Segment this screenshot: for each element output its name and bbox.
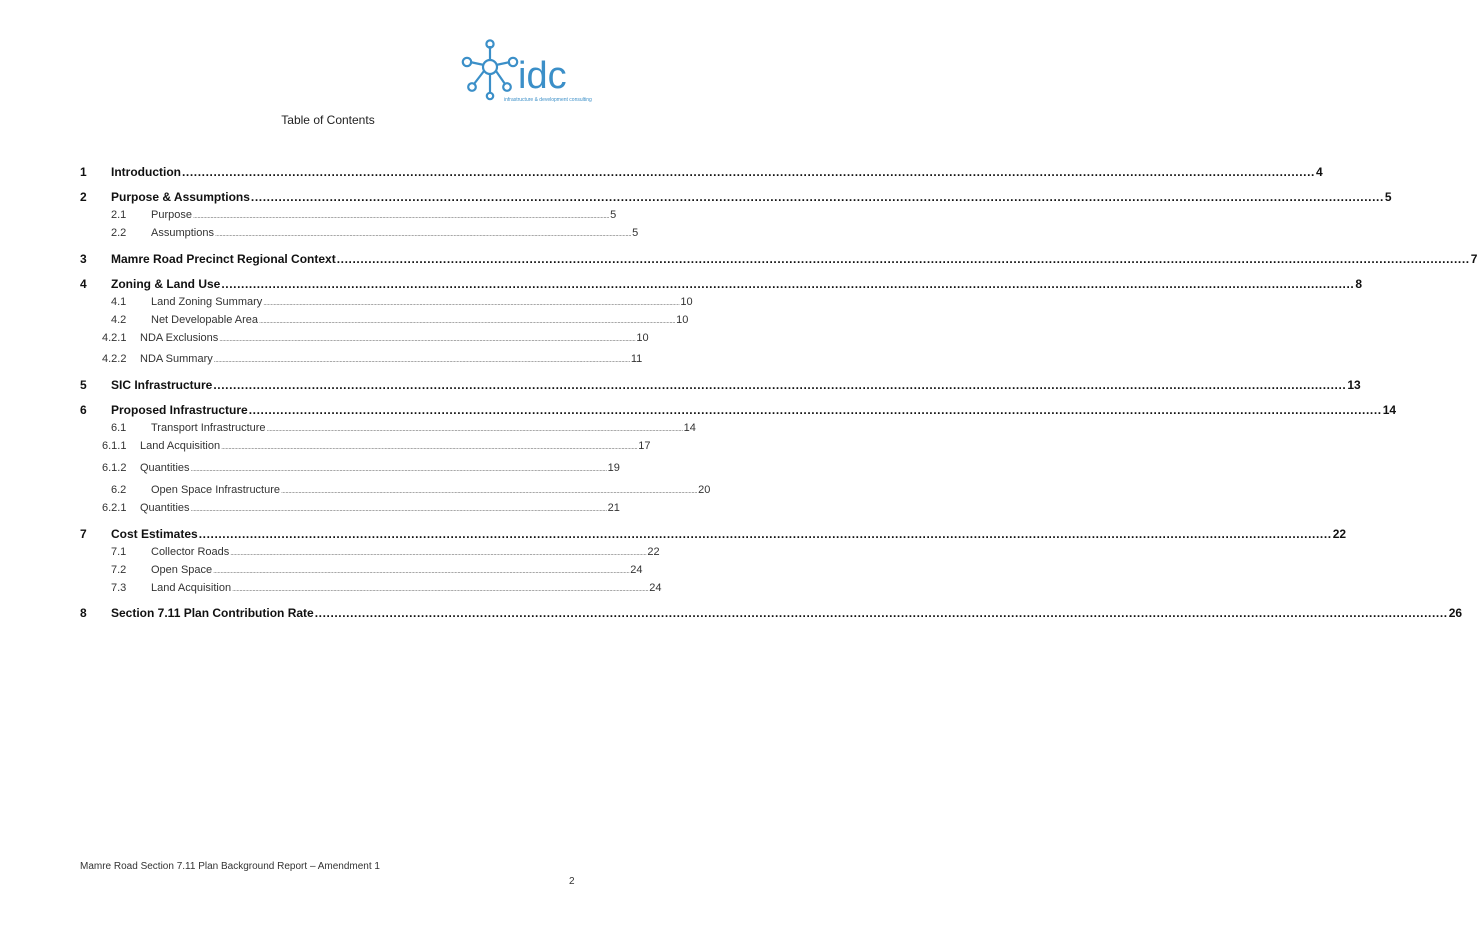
toc-entry[interactable] bbox=[111, 564, 643, 576]
toc-entry-title: Land Acquisition bbox=[140, 440, 221, 452]
toc-entry[interactable] bbox=[80, 190, 1392, 204]
toc-entry-number: 7.1 bbox=[111, 546, 127, 558]
toc-entry-number: 2.1 bbox=[111, 209, 127, 221]
toc-dot-leader bbox=[182, 165, 1315, 179]
toc-entry[interactable] bbox=[102, 332, 649, 344]
toc-entry[interactable] bbox=[111, 296, 693, 308]
toc-entry-title: Land Acquisition bbox=[151, 582, 232, 594]
toc-entry-title: Quantities bbox=[140, 462, 190, 474]
toc-dot-leader bbox=[315, 606, 1448, 620]
toc-entry-number: 2 bbox=[80, 190, 87, 204]
toc-entry-title: Transport Infrastructure bbox=[151, 422, 266, 434]
logo-wordmark: idc bbox=[518, 55, 567, 97]
toc-entry-page: 20 bbox=[698, 484, 711, 496]
toc-entry-title: Open Space Infrastructure bbox=[151, 484, 281, 496]
toc-entry-number: 6.2 bbox=[111, 484, 127, 496]
toc-entry-page: 10 bbox=[636, 332, 649, 344]
toc-entry-number: 7 bbox=[80, 527, 87, 541]
toc-entry-page: 19 bbox=[607, 462, 620, 474]
toc-dot-leader bbox=[214, 357, 630, 364]
toc-entry-number: 4.2.2 bbox=[102, 353, 127, 365]
toc-entry[interactable] bbox=[80, 403, 1397, 417]
toc-entry[interactable] bbox=[111, 227, 639, 239]
toc-entry-page: 4 bbox=[1315, 165, 1323, 179]
toc-entry-title: Net Developable Area bbox=[151, 314, 259, 326]
toc-entry[interactable] bbox=[80, 277, 1363, 291]
toc-entry[interactable] bbox=[80, 527, 1347, 541]
toc-dot-leader bbox=[259, 318, 675, 325]
toc-entry-number: 6.1.1 bbox=[102, 440, 127, 452]
toc-entry-number: 8 bbox=[80, 606, 87, 620]
toc-entry-title: Collector Roads bbox=[151, 546, 230, 558]
toc-entry[interactable] bbox=[111, 546, 660, 558]
toc-entry-page: 10 bbox=[676, 314, 689, 326]
toc-dot-leader bbox=[221, 444, 637, 451]
toc-entry-title: Quantities bbox=[140, 502, 190, 514]
toc-dot-leader bbox=[232, 586, 648, 593]
toc-entry-page: 24 bbox=[649, 582, 662, 594]
toc-entry-page: 5 bbox=[632, 227, 639, 239]
toc-entry-title: Cost Estimates bbox=[111, 527, 198, 541]
toc-entry-page: 26 bbox=[1448, 606, 1463, 620]
toc-entry-number: 5 bbox=[80, 378, 87, 392]
toc-entry[interactable] bbox=[111, 422, 696, 434]
toc-dot-leader bbox=[219, 336, 635, 343]
toc-entry-number: 6 bbox=[80, 403, 87, 417]
toc-entry-number: 7.2 bbox=[111, 564, 127, 576]
toc-dot-leader bbox=[213, 568, 629, 575]
toc-entry-number: 4.2.1 bbox=[102, 332, 127, 344]
company-logo bbox=[456, 38, 592, 104]
toc-dot-leader bbox=[213, 378, 1346, 392]
toc-entry-title: SIC Infrastructure bbox=[111, 378, 213, 392]
toc-dot-leader bbox=[193, 213, 609, 220]
toc-entry-number: 4.2 bbox=[111, 314, 127, 326]
toc-entry-page: 8 bbox=[1355, 277, 1363, 291]
toc-entry-number: 7.3 bbox=[111, 582, 127, 594]
toc-title: Table of Contents bbox=[281, 113, 375, 127]
network-nodes-icon bbox=[456, 38, 592, 104]
toc-entry-title: Mamre Road Precinct Regional Context bbox=[111, 252, 336, 266]
toc-dot-leader bbox=[267, 426, 683, 433]
toc-entry-number: 6.2.1 bbox=[102, 502, 127, 514]
toc-entry-page: 14 bbox=[683, 422, 696, 434]
toc-entry-title: Section 7.11 Plan Contribution Rate bbox=[111, 606, 314, 620]
toc-entry-page: 7 bbox=[1470, 252, 1477, 266]
toc-dot-leader bbox=[281, 488, 697, 495]
toc-entry-page: 5 bbox=[1384, 190, 1392, 204]
toc-entry[interactable] bbox=[80, 378, 1361, 392]
toc-dot-leader bbox=[191, 466, 607, 473]
toc-entry-number: 1 bbox=[80, 165, 87, 179]
toc-entry-page: 17 bbox=[638, 440, 651, 452]
toc-entry-number: 6.1 bbox=[111, 422, 127, 434]
toc-entry[interactable] bbox=[111, 582, 662, 594]
footer-text: Mamre Road Section 7.11 Plan Background Report – Amendment 1 bbox=[80, 861, 380, 872]
toc-dot-leader bbox=[199, 527, 1332, 541]
toc-entry[interactable] bbox=[80, 252, 1477, 266]
toc-dot-leader bbox=[230, 550, 646, 557]
toc-entry-title: Open Space bbox=[151, 564, 213, 576]
toc-entry-title: NDA Exclusions bbox=[140, 332, 219, 344]
toc-entry-title: NDA Summary bbox=[140, 353, 213, 365]
toc-entry[interactable] bbox=[102, 353, 643, 365]
toc-entry[interactable] bbox=[80, 165, 1323, 179]
toc-entry[interactable] bbox=[111, 314, 689, 326]
toc-entry-title: Introduction bbox=[111, 165, 181, 179]
toc-entry-number: 2.2 bbox=[111, 227, 127, 239]
toc-entry-page: 22 bbox=[1332, 527, 1347, 541]
toc-entry[interactable] bbox=[102, 440, 651, 452]
toc-entry-title: Proposed Infrastructure bbox=[111, 403, 248, 417]
toc-entry[interactable] bbox=[111, 209, 617, 221]
toc-entry-page: 22 bbox=[647, 546, 660, 558]
toc-dot-leader bbox=[191, 506, 607, 513]
toc-entry-title: Purpose bbox=[151, 209, 192, 221]
page-number: 2 bbox=[569, 876, 575, 887]
toc-entry[interactable] bbox=[102, 502, 620, 514]
toc-entry[interactable] bbox=[102, 462, 620, 474]
toc-entry-page: 10 bbox=[680, 296, 693, 308]
toc-entry-page: 24 bbox=[630, 564, 643, 576]
toc-entry[interactable] bbox=[111, 484, 711, 496]
toc-entry-page: 5 bbox=[610, 209, 617, 221]
toc-entry-title: Assumptions bbox=[151, 227, 214, 239]
toc-entry-page: 14 bbox=[1382, 403, 1397, 417]
toc-dot-leader bbox=[337, 252, 1470, 266]
toc-dot-leader bbox=[215, 231, 631, 238]
toc-dot-leader bbox=[249, 403, 1382, 417]
logo-tagline: infrastructure & development consulting bbox=[504, 97, 592, 103]
toc-entry-page: 11 bbox=[630, 353, 643, 365]
toc-entry-number: 4.1 bbox=[111, 296, 127, 308]
toc-entry-page: 21 bbox=[607, 502, 620, 514]
toc-entry-number: 3 bbox=[80, 252, 87, 266]
toc-entry-title: Zoning & Land Use bbox=[111, 277, 221, 291]
toc-entry-title: Land Zoning Summary bbox=[151, 296, 263, 308]
toc-entry-page: 13 bbox=[1347, 378, 1361, 392]
toc-entry-title: Purpose & Assumptions bbox=[111, 190, 250, 204]
toc-entry-number: 6.1.2 bbox=[102, 462, 127, 474]
toc-entry[interactable] bbox=[80, 606, 1463, 620]
toc-entry-number: 4 bbox=[80, 277, 87, 291]
toc-dot-leader bbox=[221, 277, 1354, 291]
toc-dot-leader bbox=[263, 300, 679, 307]
toc-dot-leader bbox=[251, 190, 1384, 204]
